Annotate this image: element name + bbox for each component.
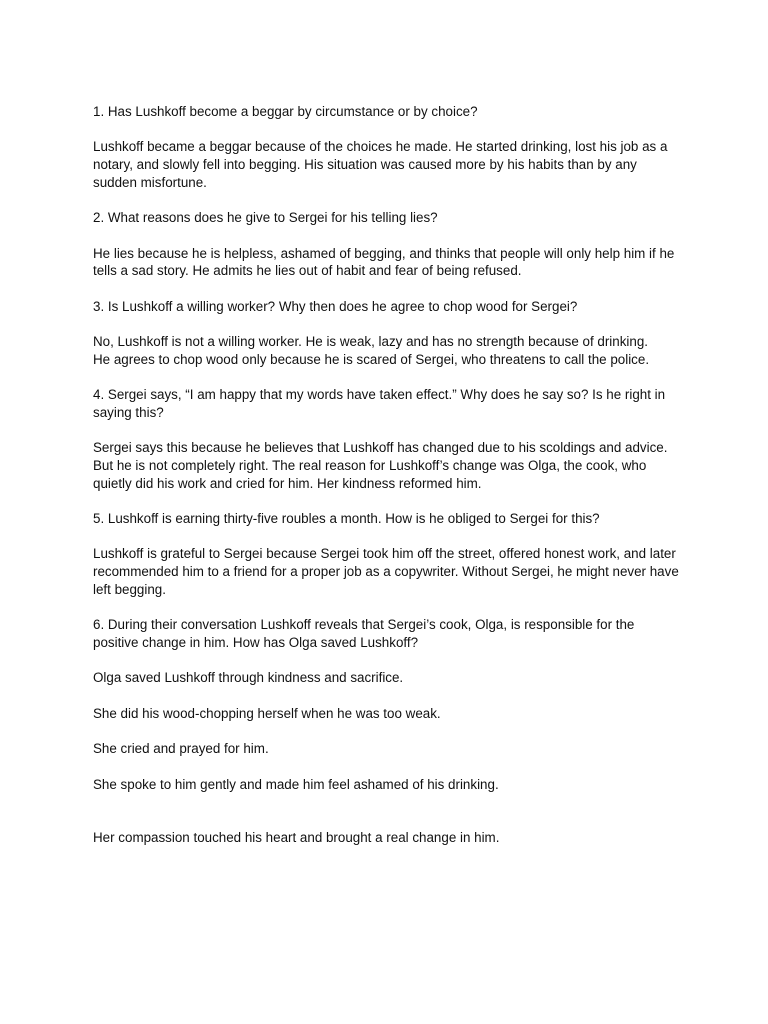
question-2: 2. What reasons does he give to Sergei for his telling lies? [93,210,438,226]
question-1: 1. Has Lushkoff become a beggar by circumstance or by choice? [93,104,478,119]
answer-6-conclusion: Her compassion touched his heart and brought a real change in him. [93,829,500,845]
answer-4-part-2: But he is not completely right. The real reason for Lushkoff’s change was Olga, the cook, who quietly did his work and cried for him. Her kindness reformed him. [93,457,647,491]
answer-3-part-1: No, Lushkoff is not a willing worker. He is weak, lazy and has no strength because of drinking. [93,334,649,350]
answer-4-part-1: Sergei says this because he believes that Lushkoff has changed due to his scoldings and advice. [93,440,668,456]
question-5: 5. Lushkoff is earning thirty-five roubles a month. How is he obliged to Sergei for this? [93,511,600,527]
answer-5: Lushkoff is grateful to Sergei because Sergei took him off the street, offered honest work, and later recommended him to a friend for a proper job as a copywriter. Without Sergei, he might never have left begging. [93,546,679,597]
question-4: 4. Sergei says, “I am happy that my words have taken effect.” Why does he say so? Is he right in saying this? [93,387,666,420]
answer-6-part-4: She spoke to him gently and made him feel ashamed of his drinking. [93,776,499,792]
answer-3-part-2: He agrees to chop wood only because he is scared of Sergei, who threatens to call the police. [93,351,650,367]
answer-2: He lies because he is helpless, ashamed of begging, and thinks that people will only help him if he tells a sad story. He admits he lies out of habit and fear of being refused. [93,245,675,279]
question-6: 6. During their conversation Lushkoff reveals that Sergei’s cook, Olga, is responsible for the positive change in him. How has Olga saved Lushkoff? [93,617,635,650]
answer-6-part-3: She cried and prayed for him. [93,741,269,757]
answer-6-part-1: Olga saved Lushkoff through kindness and sacrifice. [93,670,404,686]
document-page [93,103,683,864]
question-3: 3. Is Lushkoff a willing worker? Why then does he agree to chop wood for Sergei? [93,298,578,314]
answer-1: Lushkoff became a beggar because of the choices he made. He started drinking, lost his job as a notary, and slowly fell into begging. His situation was caused more by his habits than by any sudden misfortune. [93,139,668,190]
answer-6-part-2: She did his wood-chopping herself when he was too weak. [93,705,441,721]
